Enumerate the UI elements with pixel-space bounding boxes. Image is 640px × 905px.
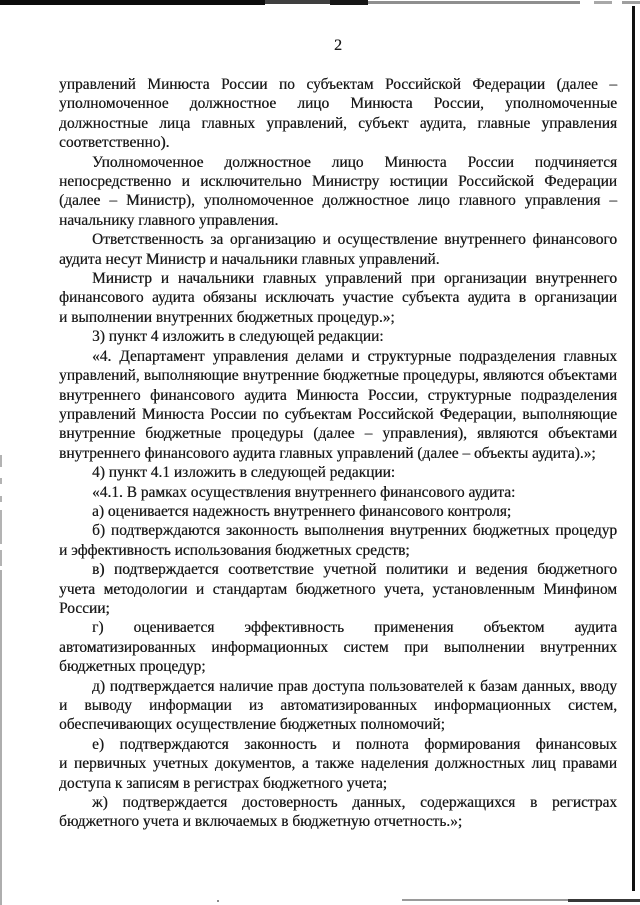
text-line: «4.1. В рамках осуществления внутреннего финансового аудита: — [92, 483, 516, 501]
text-line: «4. Департамент управления делами и структурные подразделения главных — [92, 347, 617, 365]
text-line: Уполномоченное должностное лицо Минюста России подчиняется — [92, 153, 617, 171]
scan-artifact-left-edge — [0, 478, 2, 484]
scan-artifact-top-edge — [594, 1, 612, 4]
text-line: начальнику главного управления. — [59, 211, 279, 229]
scan-artifact-top-edge — [368, 1, 580, 4]
scan-artifact-top-edge — [0, 0, 265, 5]
scan-artifact-left-edge — [0, 570, 2, 905]
text-line: аудита несут Министр и начальники главных управлений. — [59, 250, 440, 268]
text-line: и выполнении внутренних бюджетных процедур.»; — [59, 308, 395, 326]
text-line: управлений Минюста России по субъектам Российской Федерации (далее – — [59, 76, 617, 93]
text-line: доступа к записям в регистрах бюджетного учета; — [59, 774, 387, 792]
text-line: и выводу информации из автоматизированных информационных систем, — [59, 697, 617, 714]
text-line: Ответственность за организацию и осуществление внутреннего финансового — [92, 231, 617, 249]
text-line: уполномоченное должностное лицо Минюста России, уполномоченные — [59, 95, 617, 113]
paragraph — [59, 153, 617, 231]
scan-artifact-left-edge — [0, 550, 2, 566]
text-line: учета методологии и стандартам бюджетного учета, установленным Минфином — [59, 580, 617, 598]
paragraph — [59, 793, 617, 832]
paragraph — [59, 230, 617, 269]
text-line: должностные лица главных управлений, субъект аудита, главные управления — [59, 114, 617, 132]
text-line: России; — [59, 599, 110, 617]
text-line: управлений Минюста России по субъектам Российской Федерации, выполняющие — [59, 405, 617, 423]
text-line: и эффективность использования бюджетных средств; — [59, 541, 410, 559]
text-line: г) оценивается эффективность применения объектом аудита — [92, 619, 617, 637]
scan-artifact-left-edge — [0, 455, 2, 467]
text-line: внутреннего финансового аудита Минюста России, структурные подразделения — [59, 386, 617, 404]
paragraph — [59, 735, 617, 793]
text-line: 4) пункт 4.1 изложить в следующей редакции: — [92, 464, 396, 482]
page-number: 2 — [334, 37, 342, 54]
scan-artifact-bottom-edge — [402, 899, 572, 901]
paragraph — [59, 618, 617, 676]
text-line: внутреннего финансового аудита главных управлений (далее – объекты аудита).»; — [59, 444, 596, 462]
paragraph — [59, 269, 617, 327]
paragraph — [59, 560, 617, 618]
text-line: в) подтверждается соответствие учетной политики и ведения бюджетного — [92, 561, 617, 579]
text-line: финансового аудита обязаны исключать участие субъекта аудита в организации — [59, 289, 617, 307]
text-line: б) подтверждаются законность выполнения внутренних бюджетных процедур — [92, 522, 617, 540]
text-line: 3) пункт 4 изложить в следующей редакции: — [92, 328, 384, 346]
paragraph — [59, 327, 617, 346]
paragraph — [59, 75, 617, 153]
scan-artifact-left-edge — [0, 496, 2, 502]
text-line: бюджетных процедур; — [59, 658, 206, 676]
paragraph — [59, 463, 617, 482]
scan-artifact-top-edge — [622, 1, 640, 4]
paragraph — [59, 521, 617, 560]
paragraph — [59, 347, 617, 463]
text-line: д) подтверждается наличие прав доступа пользователей к базам данных, вводу — [92, 677, 617, 695]
text-line: е) подтверждаются законность и полнота формирования финансовых — [92, 735, 617, 753]
text-line: бюджетного учета и включаемых в бюджетную отчетность.»; — [59, 813, 463, 831]
paragraph — [59, 502, 617, 521]
scan-artifact-top-edge — [265, 0, 330, 4]
document-body — [59, 75, 617, 832]
text-line: Министр и начальники главных управлений при организации внутреннего — [92, 270, 617, 288]
paragraph — [59, 483, 617, 502]
text-line: непосредственно и исключительно Министру юстиции Российской Федерации — [59, 173, 617, 191]
scan-artifact-speck — [217, 900, 219, 902]
text-line: и первичных учетных документов, а также наделения должностных лиц правами — [59, 755, 617, 773]
text-line: автоматизированных информационных систем при выполнении внутренних — [59, 638, 617, 656]
text-line: (далее – Министр), уполномоченное должностное лицо главного управления – — [59, 192, 617, 210]
scan-artifact-left-edge — [0, 510, 2, 544]
scan-artifact-right-edge — [632, 6, 635, 891]
scan-artifact-top-edge — [330, 0, 368, 5]
text-line: внутренние бюджетные процедуры (далее – управления), являются объектами — [59, 425, 617, 443]
text-line: ж) подтверждается достоверность данных, содержащихся в регистрах — [92, 794, 617, 812]
text-line: обеспечивающих осуществление бюджетных полномочий; — [59, 716, 445, 734]
scan-artifact-bottom-edge — [568, 899, 640, 902]
text-line: соответственно). — [59, 134, 170, 152]
text-line: а) оценивается надежность внутреннего финансового контроля; — [92, 502, 512, 520]
paragraph — [59, 677, 617, 735]
text-line: управлений, выполняющие внутренние бюджетные процедуры, являются объектами — [59, 367, 617, 385]
